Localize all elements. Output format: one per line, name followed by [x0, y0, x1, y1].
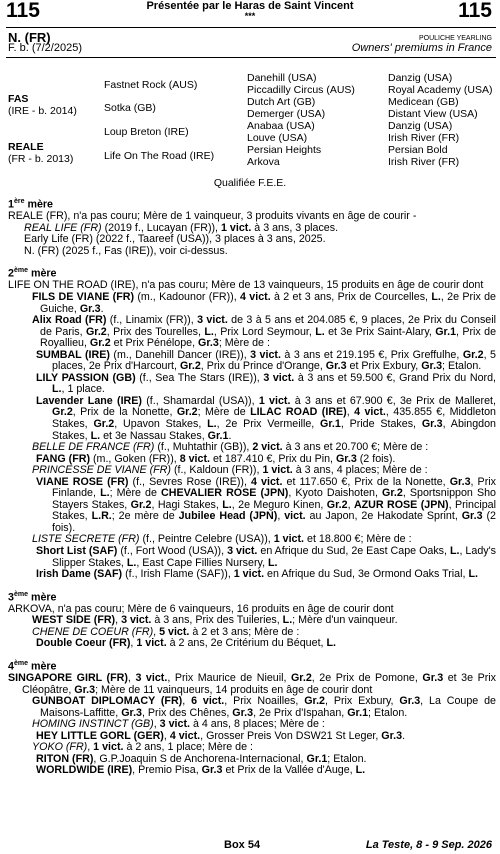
section-title-1ere-mere: 1ère mère [8, 198, 53, 211]
consignor-title: Présentée par le Haras de Saint Vincent [146, 0, 354, 12]
horse-sex: POULICHE YEARLING [418, 35, 492, 42]
pedigree-gen4: Distant View (USA) [388, 108, 478, 120]
section-title-2eme-mere: 2ème mère [8, 267, 57, 280]
pedigree-gen3: Anabaa (USA) [247, 120, 315, 132]
pedigree-gen4: Royal Academy (USA) [388, 84, 493, 96]
sale-place-date: La Teste, 8 - 9 Sep. 2026 [365, 839, 492, 851]
qualifiee-label: Qualifiée F.E.E. [213, 177, 287, 189]
lot-number-left: 115 [6, 0, 40, 22]
pedigree-gen3: Danehill (USA) [247, 72, 317, 84]
dam-info: (FR - b. 2013) [8, 153, 74, 165]
pedigree-gen4: Medicean (GB) [388, 96, 459, 108]
section-title-3eme-mere: 3ème mère [8, 590, 57, 604]
pedigree-gen3: Demerger (USA) [247, 108, 326, 120]
sire-name: FAS [8, 93, 29, 105]
pedigree-gen4: Danzig (USA) [388, 120, 453, 132]
dam-paragraph: REALE (FR), n'a pas couru; Mère de 1 vainqueur, 3 produits vivants en âge de courir - [8, 210, 417, 223]
pedigree-gen3: Piccadilly Circus (AUS) [247, 84, 355, 96]
pedigree-gen2: Life On The Road (IRE) [104, 150, 215, 162]
pedigree-gen3: Dutch Art (GB) [247, 96, 316, 108]
horse-name: N. (FR) [8, 30, 51, 45]
pedigree-rule [6, 57, 496, 58]
pedigree-gen2: Sotka (GB) [104, 102, 156, 114]
header-stars: *** [244, 11, 256, 21]
pedigree-gen3: Persian Heights [247, 144, 322, 156]
section-title-4eme-mere: 4ème mère [8, 659, 57, 673]
header-rule [6, 27, 496, 28]
pedigree-gen4: Irish River (FR) [388, 132, 460, 144]
lot-number-right: 115 [458, 0, 492, 22]
pedigree-gen4: Danzig (USA) [388, 72, 453, 84]
pedigree-gen4: Irish River (FR) [388, 156, 460, 168]
box-number: Box 54 [224, 839, 261, 851]
pedigree-gen2: Loup Breton (IRE) [104, 126, 189, 138]
pedigree-gen2: Fastnet Rock (AUS) [104, 79, 198, 91]
pedigree-gen3: Louve (USA) [247, 132, 308, 144]
horse-birth: F. b. (7/2/2025) [8, 42, 82, 54]
sire-info: (IRE - b. 2014) [8, 105, 77, 117]
dam-name: REALE [8, 141, 44, 153]
pedigree-gen3: Arkova [247, 156, 280, 168]
owners-premiums: Owners' premiums in France [351, 42, 492, 54]
pedigree-gen4: Persian Bold [388, 144, 448, 156]
produce-record: 1ère mère REALE (FR), n'a pas couru; Mère de 1 vainqueur, 3 produits vivants en âge de courir - REAL LIFE (FR) (2019 f., Lucayan (FR)), 1 vict. à 3 ans, 3 places. Early Life (FR) (2022 f., Taareef (USA)), 3 places à 3 ans, 2025. N. (FR) (2025 f., Fas (IRE)), voir ci-dessus. 2ème mère LIFE ON THE ROAD (IRE), n'a pas couru; Mère de 13 vainqueurs, 15 produits en âge de courir dont FILS DE VIANE (FR) (m., Kadounor (FR)), 4 vict. à 2 et 3 ans, Prix de Courcelles, L., 2e Prix de Guiche, Gr.3. Alix Road (FR) (f., Linamix (FR)), 3 vict. de 3 à 5 ans et 204.085 €, 9 places, 2e Prix du Conseil de Paris, Gr.2, Prix des Tourelles, L., Prix Lord Seymour, L. et 3e Prix Saint-Alary, Gr.1, Prix de Royallieu, Gr.2 et Prix Pénélope, Gr.3; Mère de : SUMBAL (IRE) (m., Danehill Dancer (IRE)), 3 vict. à 3 ans et 219.195 €, Prix Greffulhe, Gr.2, 5 places, 2e Prix d'Harcourt, Gr.2, Prix du Prince d'Orange, Gr.3 et Prix Exbury, Gr.3; Etalon. LILY PASSION (GB) (f., Sea The Stars (IRE)), 3 vict. à 3 ans et 59.500 €, Grand Prix du Nord, L., 1 place. Lavender Lane (IRE) (f., Shamardal (USA)), 1 vict. à 3 ans et 67.900 €, 3e Prix de Malleret, Gr.2, Prix de la Nonette, Gr.2; Mère de LILAC ROAD (IRE), 4 vict., 435.855 €, Middleton Stakes, Gr.2, Upavon Stakes, L., 2e Prix Vermeille, Gr.1, Pride Stakes, Gr.3, Abingdon Stakes, L. et 3e Nassau Stakes, Gr.1. BELLE DE FRANCE (FR) (f., Muhtathir (GB)), 2 vict. à 3 ans et 20.700 €; Mère de : FANG (FR) (m., Goken (FR)), 8 vict. et 187.410 €, Prix du Pin, Gr.3 (2 fois). PRINCESSE DE VIANE (FR) (f., Kaldoun (FR)), 1 vict. à 3 ans, 4 places; Mère de : VIANE ROSE (FR) (f., Sevres Rose (IRE)), 4 vict. et 117.650 €, Prix de la Nonette, Gr.3, Prix Finlande, L.; Mère de CHEVALIER ROSE (JPN), Kyoto Daishoten, Gr.2, Sportsnippon Sho Stayers Stakes, Gr.2, Hagi Stakes, L., 2e Meguro Kinen, Gr.2, AZUR ROSE (JPN), Principal Stakes, L.R.; 2e mère de Jubilee Head (JPN), vict. au Japon, 2e Hakodate Sprint, Gr.3 (2 fois). LISTE SECRETE (FR) (f., Peintre Celebre (USA)), 1 vict. et 18.800 €; Mère de : Short List (SAF) (f., Fort Wood (USA)), 3 vict. en Afrique du Sud, 2e East Cape Oaks, L., Lady's Slipper Stakes, L., East Cape Fillies Nursery, L. Irish Dame (SAF) (f., Irish Flame (SAF)), 1 vict. en Afrique du Sud, 3e Ormond Oaks Trial, L. 3ème mère ARKOVA, n'a pas couru; Mère de 6 vainqueurs, 16 produits en âge de courir dont WEST SIDE (FR), 3 vict. à 3 ans, Prix des Tuileries, L.; Mère d'un vainqueur. CHENE DE COEUR (FR), 5 vict. à 2 et 3 ans; Mère de : Double Coeur (FR), 1 vict. à 2 ans, 2e Critérium du Béquet, L. 4ème mère SINGAPORE GIRL (FR), 3 vict., Prix Maurice de Nieuil, Gr.2, 2e Prix de Pomone, Gr.3 et 3e Prix Cléopâtre, Gr.3; Mère de 11 vainqueurs, 14 produits en âge de courir dont GUNBOAT DIPLOMACY (FR), 6 vict., Prix Noailles, Gr.2, Prix Exbury, Gr.3, La Coupe de Maisons-Laffitte, Gr.3, Prix des Chênes, Gr.3, 2e Prix d'Ispahan, Gr.1; Etalon. HOMING INSTINCT (GB), 3 vict. à 4 ans, 8 places; Mère de : HEY LITTLE GORL (GER), 4 vict., Grosser Preis Von DSW21 St Leger, Gr.3. YOKO (FR), 1 vict. à 2 ans, 1 place; Mère de : RITON (FR), G.P.Joaquin S de Anchorena-Internacional, Gr.1; Etalon. WORLDWIDE (IRE), Premio Pisa, Gr.3 et Prix de la Vallée d'Auge, L. [8, 198, 497, 777]
